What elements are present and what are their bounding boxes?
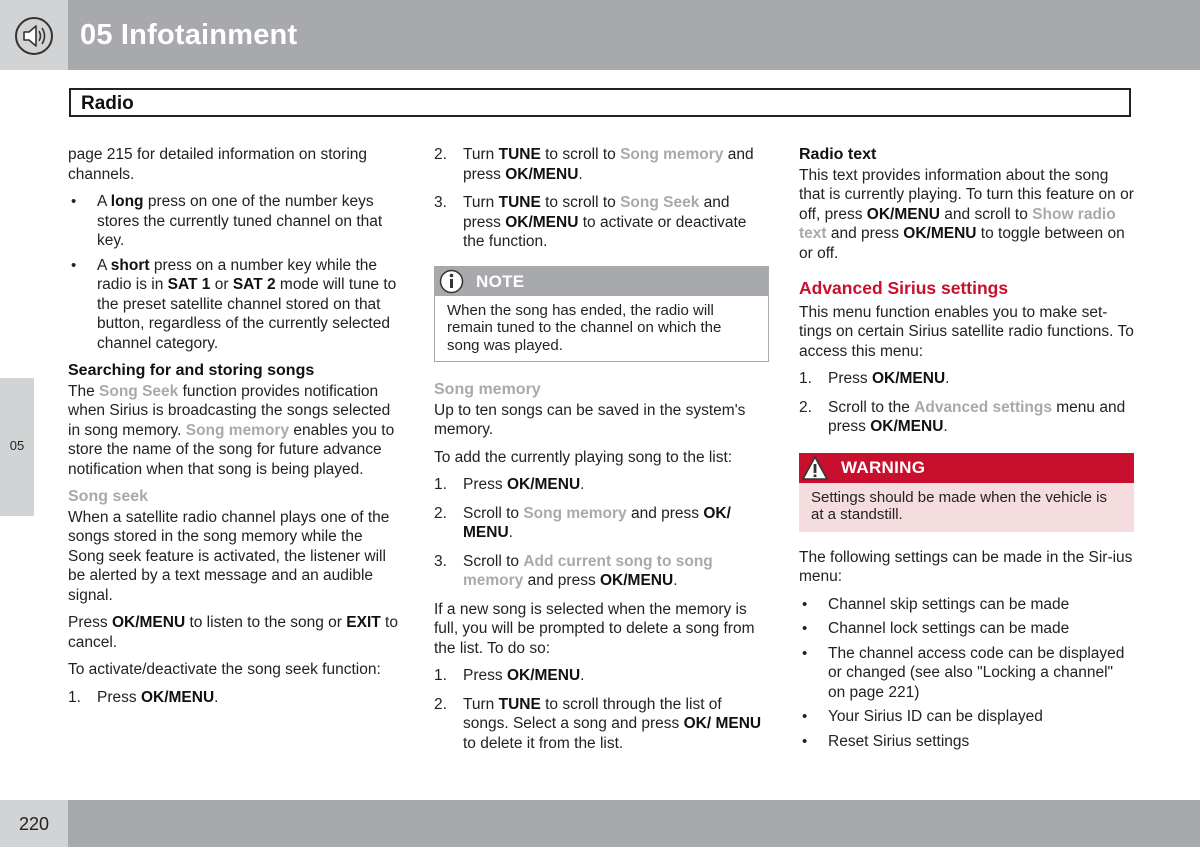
- list-item: 3. Turn TUNE to scroll to Song Seek and press OK/MENU to activate or deactivate the function.: [434, 194, 747, 250]
- step-list: [434, 475, 769, 591]
- header-icon-box: [0, 0, 68, 70]
- list-item: • Channel skip settings can be made: [799, 595, 1134, 615]
- column-1: [68, 145, 403, 716]
- section-header: [69, 88, 1131, 117]
- footer-bar: [0, 800, 1200, 847]
- paragraph: Press OK/MENU to listen to the song or EXIT to cancel.: [68, 614, 398, 651]
- list-item: 1. Press OK/MENU.: [434, 667, 585, 684]
- subheading-advanced-sirius-settings: Advanced Sirius settings: [799, 278, 1009, 298]
- column-2: [434, 145, 769, 762]
- paragraph: To activate/deactivate the song seek function:: [68, 661, 381, 678]
- list-item: • A short press on a number key while the radio is in SAT 1 or SAT 2 mode will tune to the preset satellite channel stored on that button, regardless of the currently selected channel category.: [68, 256, 403, 354]
- list-item: 2. Scroll to the Advanced settings menu and press OK/MENU.: [799, 398, 1126, 435]
- paragraph: If a new song is selected when the memory is full, you will be prompted to delete a song from the list. To do so:: [434, 600, 755, 657]
- subheading-radio-text: Radio text: [799, 146, 877, 163]
- step-list: [799, 369, 1134, 437]
- paragraph: page 215 for detailed information on storing channels.: [68, 146, 368, 183]
- paragraph: Up to ten songs can be saved in the system's memory.: [434, 401, 746, 438]
- bullet-list: [799, 595, 1134, 752]
- list-item: • The channel access code can be displayed or changed (see also "Locking a channel" on page 221): [799, 644, 1134, 703]
- warning-icon: [801, 455, 829, 481]
- note-header: [435, 267, 768, 296]
- warning-text: Settings should be made when the vehicle is at a standstill.: [799, 483, 1134, 532]
- list-item: 1. Press OK/MENU.: [434, 476, 585, 493]
- paragraph: The Song Seek function provides notification when Sirius is broadcasting the songs selected in song memory. Song memory enables you to store the name of the song for future advance notification when that song is being played.: [68, 382, 395, 478]
- step-list: [434, 666, 769, 753]
- list-item: 2. Turn TUNE to scroll through the list of songs. Select a song and press OK/ MENU to delete it from the list.: [434, 695, 762, 752]
- list-item: • Reset Sirius settings: [799, 732, 1134, 752]
- bullet-list: [68, 192, 403, 353]
- list-item: 3. Scroll to Add current song to song memory and press OK/MENU.: [434, 552, 713, 589]
- list-item: • Channel lock settings can be made: [799, 619, 1134, 639]
- subheading-song-seek: Song seek: [68, 488, 149, 505]
- column-3: [799, 145, 1134, 759]
- note-box: [434, 266, 769, 363]
- list-item: 1. Press OK/MENU.: [68, 688, 219, 706]
- step-list: [434, 145, 769, 252]
- note-title: NOTE: [476, 271, 525, 291]
- page-number-box: [0, 800, 68, 847]
- page-number: 220: [18, 814, 50, 834]
- warning-title: WARNING: [841, 457, 926, 477]
- section-title: Radio: [81, 93, 134, 114]
- subheading-searching-storing: Searching for and storing songs: [68, 362, 315, 379]
- speaker-icon: [14, 16, 54, 56]
- step-list: [68, 688, 403, 708]
- list-item: • Your Sirius ID can be displayed: [799, 707, 1134, 727]
- header-bar: [0, 0, 1200, 70]
- paragraph: The following settings can be made in the Sir-ius menu:: [799, 548, 1133, 585]
- warning-header: [799, 453, 1134, 483]
- side-tab-label: 05: [9, 438, 25, 453]
- paragraph: This menu function enables you to make set-tings on certain Sirius satellite radio functions. To access this menu:: [799, 303, 1134, 360]
- chapter-side-tab: [0, 378, 34, 516]
- warning-box: [799, 453, 1134, 532]
- chapter-title: 05 Infotainment: [80, 19, 298, 51]
- note-text: When the song has ended, the radio will remain tuned to the channel on which the song was played.: [447, 301, 722, 354]
- list-item: 2. Turn TUNE to scroll to Song memory and press OK/MENU.: [434, 146, 754, 183]
- paragraph: When a satellite radio channel plays one of the songs stored in the song memory while the Song seek feature is activated, the listener will be alerted by a text message and an audible signal.: [68, 508, 390, 604]
- list-item: 1. Press OK/MENU.: [799, 370, 950, 387]
- info-icon: [439, 269, 464, 294]
- list-item: 2. Scroll to Song memory and press OK/ MENU.: [434, 504, 731, 541]
- paragraph: To add the currently playing song to the list:: [434, 448, 733, 466]
- paragraph: This text provides information about the song that is currently playing. To turn this feature on or off, press OK/MENU and scroll to Show radio text and press OK/MENU to toggle between on or off.: [799, 166, 1134, 262]
- list-item: • A long press on one of the number keys stores the currently tuned channel on that key.: [68, 192, 403, 251]
- subheading-song-memory: Song memory: [434, 381, 541, 398]
